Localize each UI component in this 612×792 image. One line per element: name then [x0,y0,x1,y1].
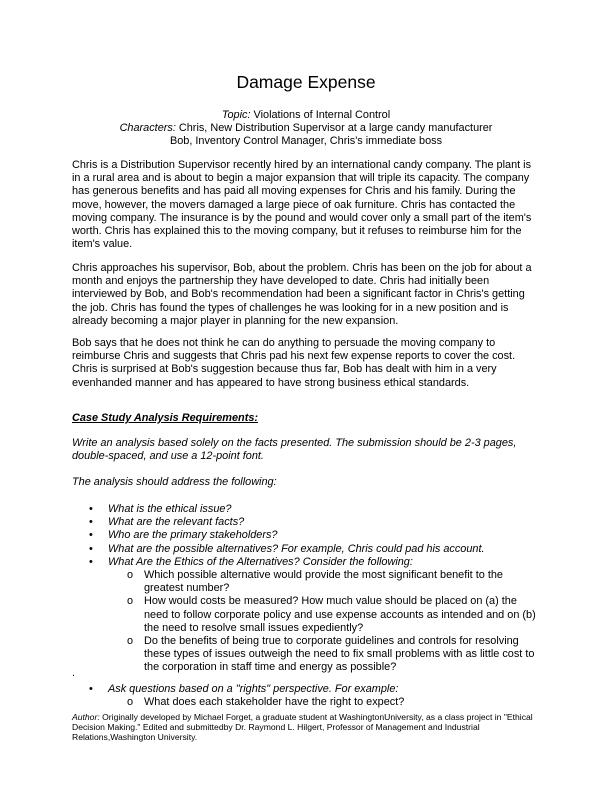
circle-bullet-icon: o [127,569,134,582]
bullet-icon: • [89,683,93,695]
characters-line-2: Bob, Inventory Control Manager, Chris's immediate boss [169,135,443,148]
circle-bullet-icon: o [127,696,134,709]
bullet-icon: • [89,516,93,529]
sub-list-item: o Do the benefits of being true to corporate guidelines and controls for resolving these types of issues outweigh the need to fix small problems with as little cost to the corporation in staff time and energy as possible? [127,635,535,674]
case-metadata [0,109,612,149]
question-list [0,503,612,675]
topic-line [0,109,612,122]
list-item: • Who are the primary stakeholders? [89,529,278,542]
sub-list-item: o What does each stakeholder have the right to expect? [127,696,405,709]
sub-list-item: o How would costs be measured? How much value should be placed on (a) the need to follow corporate policy and use expense accounts as intended and on (b) the need to resolve small issues expediently? [127,595,536,634]
bullet-icon: • [89,503,93,515]
paragraph-3: Bob says that he does not think he can do anything to persuade the moving company to reimburse Chris and suggests that Chris pad his next few expense reports to cover the cost. Chris is surprised at Bob's suggestion because thus far, Bob has dealt with him in a very evenhanded manner and has appeared to have strong business ethical standards. [72,337,516,389]
requirements-heading: Case Study Analysis Requirements: [72,412,259,424]
author-label: Author: [72,712,100,722]
list-item: • What Are the Ethics of the Alternatives? Consider the following: o Which possible alternative would provide the most significant benefit to the greatest number? o How would costs be measured? How much value should be placed on (a) the need to follow corporate policy and use expense accounts as intended and on (b) the need to resolve small issues expediently? o Do the benefits of being true to corporate guidelines and controls for resolving these types of issues outweigh the need to fix small problems with as little cost to the corporation in staff time and energy as possible? [0,556,612,675]
requirements-instruction: Write an analysis based solely on the facts presented. The submission should be 2-3 pages, double-spaced, and use a 12-point font. [72,437,517,463]
paragraph-2: Chris approaches his supervisor, Bob, about the problem. Chris has been on the job for about a month and enjoys the partnership they have developed to date. Chris had initially been interviewed by Bob, and Bob's recommendation had been a significant factor in Chris's getting the job. Chris has found the types of challenges he was looking for in a new position and is already becoming a major player in planning for the new expansion. [72,262,532,327]
list-item: • Ask questions based on a "rights" perspective. For example: o What does each stakeholder have the right to expect? [0,683,612,709]
document-title: Damage Expense [236,72,376,92]
bullet-icon: • [89,542,93,555]
sub-question-list [108,569,612,675]
author-text: Originally developed by Michael Forget, a graduate student at WashingtonUniversity, as a class project in "Ethical Decision Making." Edited and submittedby Dr. Raymond L. Hilgert, Professor of Management and Industrial Relations,Washington University. [72,712,533,743]
characters-label: Characters: [119,122,176,135]
bullet-icon: • [89,555,93,568]
author-footnote [72,712,542,743]
requirements-intro: The analysis should address the following: [72,476,277,488]
rights-question-list [0,683,612,709]
topic-label: Topic: [221,109,251,121]
topic-value: Violations of Internal Control [253,109,391,121]
list-item: • What are the relevant facts? [89,516,245,529]
sub-list-item: o Which possible alternative would provide the most significant benefit to the greatest number? [127,569,503,595]
bullet-icon: • [89,529,93,542]
characters-value-1: Chris, New Distribution Supervisor at a large candy manufacturer [178,122,493,135]
stray-dot: . [72,667,76,679]
list-item: • What is the ethical issue? [89,503,232,515]
characters-line [0,122,612,135]
circle-bullet-icon: o [127,595,134,608]
list-item: • What are the possible alternatives? For example, Chris could pad his account. [89,542,485,555]
circle-bullet-icon: o [127,635,134,648]
sub-question-list [108,696,612,709]
paragraph-1: Chris is a Distribution Supervisor recently hired by an international candy company. The plant is in a rural area and is about to begin a major expansion that will triple its capacity. The company has generous benefits and has paid all moving expenses for Chris and his family. During the move, however, the movers damaged a large piece of oak furniture. Chris has contacted the moving company. The insurance is by the pound and would cover only a small part of the item's worth. Chris has explained this to the moving company, but it refuses to reimburse him for the item's value. [72,159,532,251]
